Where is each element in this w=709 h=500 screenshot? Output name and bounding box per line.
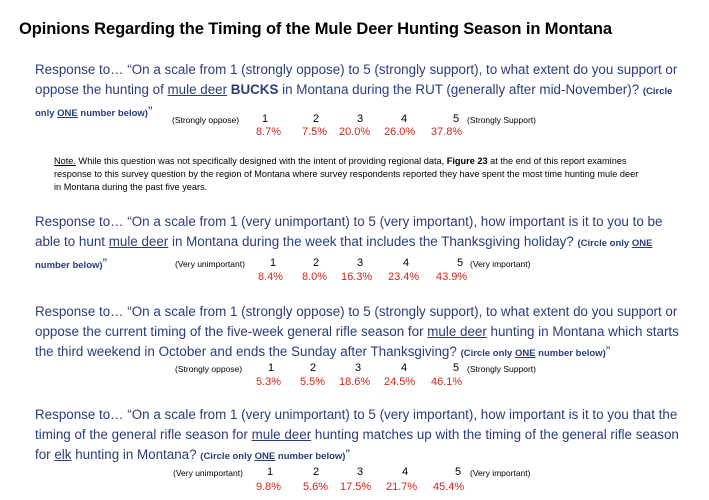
scale-right-anchor: (Very important) bbox=[470, 259, 531, 269]
question-1-percent-row bbox=[0, 126, 709, 140]
scale-number: 1 bbox=[267, 466, 274, 478]
percent-value: 45.4% bbox=[433, 481, 465, 493]
percent-value: 5.5% bbox=[300, 376, 326, 388]
question-1-bold: BUCKS bbox=[227, 82, 279, 97]
question-2-percent-row bbox=[0, 271, 709, 285]
note-label: Note. bbox=[54, 156, 76, 166]
percent-value: 5.3% bbox=[256, 376, 282, 388]
scale-left-anchor: (Very unimportant) bbox=[175, 259, 245, 269]
scale-number: 3 bbox=[357, 257, 364, 269]
scale-number: 5 bbox=[453, 362, 460, 374]
percent-value: 18.6% bbox=[339, 376, 371, 388]
question-3-instruction: (Circle only ONE number below) bbox=[460, 348, 606, 359]
page-title: Opinions Regarding the Timing of the Mule Deer Hunting Season in Montana bbox=[19, 20, 612, 38]
scale-right-anchor: (Strongly Support) bbox=[467, 115, 536, 125]
question-4-scale-row bbox=[0, 466, 709, 480]
scale-number: 4 bbox=[401, 362, 408, 374]
question-4-underlined: mule deer bbox=[251, 427, 312, 442]
scale-number: 2 bbox=[313, 113, 320, 125]
question-3-scale-row bbox=[0, 362, 709, 376]
scale-left-anchor: (Very unimportant) bbox=[173, 468, 243, 478]
scale-number: 5 bbox=[457, 257, 464, 269]
scale-number: 3 bbox=[355, 362, 362, 374]
percent-value: 46.1% bbox=[431, 376, 463, 388]
question-4-instruction: (Circle only ONE number below) bbox=[200, 451, 346, 462]
scale-number: 4 bbox=[402, 466, 409, 478]
question-1-underlined: mule deer bbox=[167, 82, 228, 97]
figure-reference: Figure 23 bbox=[446, 156, 488, 166]
question-2: Response to… “On a scale from 1 (very unimportant) to 5 (very important), how important is it to you to be able to hunt mule deer in Montana during the week that includes the Thanksgiving holiday? (Circle only ONE number below)” bbox=[35, 214, 663, 271]
percent-value: 5.6% bbox=[303, 481, 329, 493]
question-1-instruction: (Circle only ONE number below) bbox=[35, 86, 673, 119]
question-3-underlined: mule deer bbox=[427, 324, 487, 339]
note-paragraph: Note. While this question was not specifically designed with the intent of providing regional data, Figure 23 at the end of this report examines response to this survey question by the region of Montana where survey respondents reported they have spent the most time hunting mule deer in Montana during the past five years. bbox=[54, 156, 639, 192]
scale-right-anchor: (Strongly Support) bbox=[467, 364, 536, 374]
percent-value: 37.8% bbox=[431, 126, 463, 138]
scale-left-anchor: (Strongly oppose) bbox=[175, 364, 243, 374]
scale-number: 2 bbox=[313, 466, 320, 478]
scale-number: 1 bbox=[262, 113, 269, 125]
scale-number: 4 bbox=[403, 257, 410, 269]
scale-right-anchor: (Very important) bbox=[470, 468, 531, 478]
question-1-scale-row bbox=[0, 113, 709, 127]
percent-value: 43.9% bbox=[436, 271, 468, 283]
percent-value: 16.3% bbox=[341, 271, 373, 283]
percent-value: 24.5% bbox=[384, 376, 416, 388]
question-4-percent-row bbox=[0, 481, 709, 495]
question-2-scale-row bbox=[0, 257, 709, 271]
percent-value: 7.5% bbox=[302, 126, 328, 138]
scale-number: 1 bbox=[268, 362, 275, 374]
scale-number: 3 bbox=[357, 113, 364, 125]
question-1-suffix: in Montana during the RUT (generally after mid-November)? bbox=[278, 82, 643, 97]
percent-value: 8.7% bbox=[256, 126, 282, 138]
percent-value: 23.4% bbox=[388, 271, 420, 283]
question-2-underlined: mule deer bbox=[108, 234, 169, 249]
percent-value: 21.7% bbox=[386, 481, 418, 493]
percent-value: 8.0% bbox=[302, 271, 328, 283]
percent-value: 8.4% bbox=[258, 271, 284, 283]
question-4: Response to… “On a scale from 1 (very unimportant) to 5 (very important), how important is it to you that the timing of the general rifle season for mule deer hunting matches up with the timing of the general rifle season for elk hunting in Montana? (Circle only ONE number below)” bbox=[35, 407, 679, 462]
scale-number: 3 bbox=[357, 466, 364, 478]
scale-number: 1 bbox=[270, 257, 277, 269]
percent-value: 26.0% bbox=[384, 126, 416, 138]
percent-value: 9.8% bbox=[256, 481, 282, 493]
scale-left-anchor: (Strongly oppose) bbox=[172, 115, 240, 125]
question-1-prefix: Response to… “On a scale from 1 (strongly oppose) to 5 (strongly support), to what extent do you support or oppose the hunting of bbox=[35, 62, 678, 97]
percent-value: 20.0% bbox=[339, 126, 371, 138]
question-3: Response to… “On a scale from 1 (strongly oppose) to 5 (strongly support), to what extent do you support or oppose the current timing of the five-week general rifle season for mule deer hunting in Montana which starts the third weekend in October and ends the Sunday after Thanksgiving? (Circle only ONE number below)” bbox=[35, 304, 679, 359]
scale-number: 5 bbox=[455, 466, 462, 478]
question-1: Response to… “On a scale from 1 (strongly oppose) to 5 (strongly support), to what extent do you support or oppose the hunting of mule deer BUCKS in Montana during the RUT (generally after mid-November)? (Circle only ONE number below)” bbox=[35, 62, 678, 119]
scale-number: 5 bbox=[453, 113, 460, 125]
percent-value: 17.5% bbox=[340, 481, 372, 493]
scale-number: 4 bbox=[401, 113, 408, 125]
scale-number: 2 bbox=[313, 257, 320, 269]
question-3-percent-row bbox=[0, 376, 709, 390]
question-2-instruction: (Circle only ONE number below) bbox=[35, 238, 653, 271]
question-4-underlined-elk: elk bbox=[54, 447, 72, 462]
scale-number: 2 bbox=[310, 362, 317, 374]
